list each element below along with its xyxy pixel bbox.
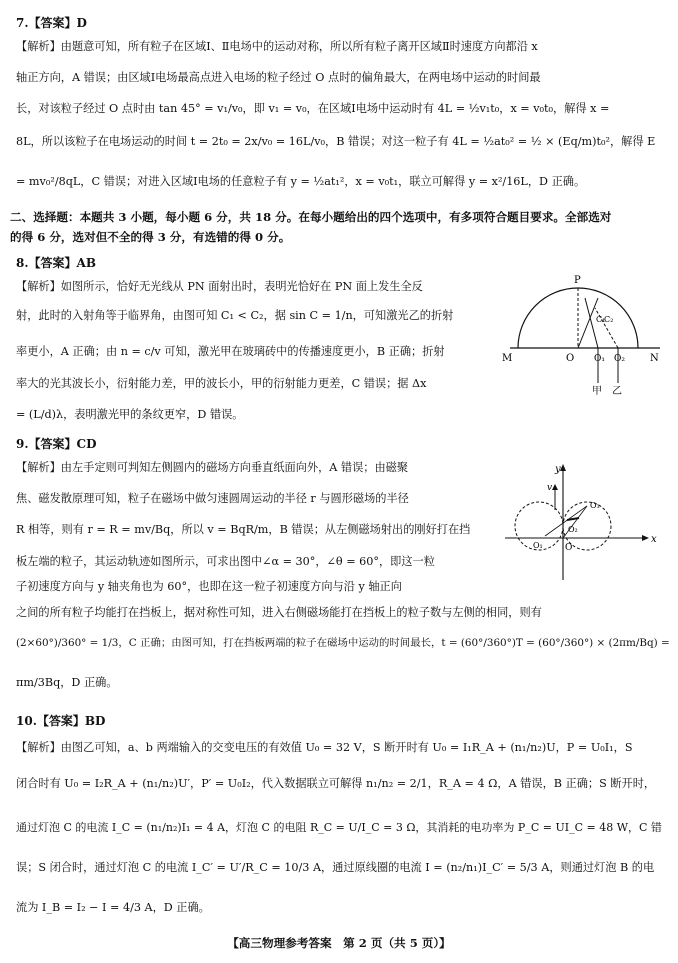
q7-line-2: 轴正方向，A 错误；由区域Ⅰ电场最高点进入电场的粒子经过 O 点时的偏角最大，在两电场中运动的时间最	[16, 71, 541, 84]
q9-line-4: 板左端的粒子，其运动轨迹如图所示，可求出图中∠α = 30°，∠θ = 60°，即这一粒	[16, 555, 435, 568]
label-v: v	[547, 483, 553, 493]
label-yi: 乙	[612, 386, 622, 397]
label-n: N	[650, 353, 659, 364]
q10-line-3: 通过灯泡 C 的电流 I_C = (n₁/n₂)I₁ = 4 A，灯泡 C 的电阻 R_C = U/I_C = 3 Ω，其消耗的电功率为 P_C = UI_C = 48 W，C 错	[16, 821, 662, 834]
q7-line-5: = mv₀²/8qL，C 错误；对进入区域Ⅰ电场的任意粒子有 y = ½at₁²，x = v₀t₁，联立可解得 y = x²/16L，D 正确。	[16, 175, 586, 188]
q9-line-2: 焦、磁发散原理可知，粒子在磁场中做匀速圆周运动的半径 r 与圆形磁场的半径	[16, 492, 409, 505]
label-m: M	[502, 353, 513, 364]
q7-line-4: 8L，所以该粒子在电场运动的时间 t = 2t₀ = 2x/v₀ = 16L/v₀，B 错误；对这一粒子有 4L = ½at₀² = ½ × (Eq/m)t₀²，解得 E	[16, 135, 656, 148]
label-o2: O₂	[568, 525, 578, 534]
q8-line-3: 率更小，A 正确；由 n = c/v 可知，激光甲在玻璃砖中的传播速度更小，B 正确；折射	[16, 345, 445, 358]
label-o: O	[566, 353, 575, 364]
label-jia: 甲	[592, 386, 602, 397]
x-arrow	[642, 535, 649, 541]
q10-line-2: 闭合时有 U₀ = I₂R_A + (n₁/n₂)U′，P′ = U₀I₂，代入数据联立可解得 n₁/n₂ = 2/1，R_A = 4 Ω，A 错误，B 正确；S 断开时，	[16, 777, 656, 790]
q8-line-2: 射，此时的入射角等于临界角，由图可知 C₁ < C₂，据 sin C = 1/n，可知激光乙的折射	[16, 309, 454, 322]
q9-line-3: R 相等，则有 r = R = mv/Bq，所以 v = BqR/m，B 错误；从左侧磁场射出的刚好打在挡	[16, 523, 471, 536]
label-o1: O₁	[533, 541, 543, 550]
page-footer: 【高三物理参考答案 第 2 页（共 5 页）】	[227, 936, 451, 950]
q10-answer-heading: 10.【答案】BD	[16, 714, 106, 728]
q9-line-6: 之间的所有粒子均能打在挡板上，据对称性可知，进入右侧磁场能打在挡板上的粒子数与左侧的相同，则有	[16, 606, 542, 619]
q7-answer-heading: 7.【答案】D	[16, 16, 87, 30]
q8-answer-heading: 8.【答案】AB	[16, 256, 96, 270]
label-x: x	[651, 534, 657, 545]
label-o3: O₃	[590, 501, 600, 510]
label-p: P	[574, 275, 581, 286]
section-2-subtitle: 的得 6 分，选对但不全的得 3 分，有选错的得 0 分。	[10, 230, 291, 244]
label-c2: C₂	[604, 315, 614, 324]
radius-line-1	[545, 506, 587, 536]
section-2-title: 二、选择题：本题共 3 小题，每小题 6 分，共 18 分。在每小题给出的四个选项中，有多项符合题目要求。全部选对	[10, 210, 612, 224]
velocity-arrowhead	[552, 484, 558, 490]
label-o2: O₂	[614, 354, 625, 364]
q9-magnetic-figure	[505, 460, 670, 585]
ray-3	[578, 298, 598, 348]
q9-answer-heading: 9.【答案】CD	[16, 437, 97, 451]
q10-line-4: 误；S 闭合时，通过灯泡 C 的电流 I_C′ = U′/R_C = 10/3 A，通过原线圈的电流 I = (n₂/n₁)I_C′ = 5/3 A，则通过灯泡 B 的电	[16, 861, 655, 874]
label-c1: C₁	[596, 315, 606, 324]
q8-semicircle-figure	[500, 268, 670, 398]
q8-line-5: = (L/d)λ，表明激光甲的条纹更窄，D 错误。	[16, 408, 244, 421]
q8-line-4: 率大的光其波长小，衍射能力差，甲的波长小，甲的衍射能力更差，C 错误；据 Δx	[16, 377, 427, 390]
q9-line-1: 【解析】由左手定则可判知左侧圆内的磁场方向垂直纸面向外，A 错误；由磁聚	[16, 461, 409, 474]
q7-line-1: 【解析】由题意可知，所有粒子在区域Ⅰ、Ⅱ电场中的运动对称，所以所有粒子离开区域Ⅱ时速度方向都沿 x	[16, 40, 538, 53]
label-o1: O₁	[594, 354, 605, 364]
q9-line-7: (2×60°)/360° = 1/3，C 正确；由图可知，打在挡板两端的粒子在磁场中运动的时间最长，t = (60°/360°)T = (60°/360°) × (2πm/Bq) =	[16, 637, 670, 649]
q9-line-8: πm/3Bq，D 正确。	[16, 676, 118, 689]
ray-2	[595, 308, 618, 348]
label-y: y	[555, 464, 561, 475]
q10-line-5: 流为 I_B = I₂ − I = 4/3 A，D 正确。	[16, 901, 210, 914]
q9-line-5: 子初速度方向与 y 轴夹角也为 60°，也即在这一粒子初速度方向与沿 y 轴正向	[16, 580, 402, 593]
y-arrow	[560, 464, 566, 471]
q8-line-1: 【解析】如图所示，恰好无光线从 PN 面射出时，表明光恰好在 PN 面上发生全反	[16, 280, 423, 293]
q10-line-1: 【解析】由图乙可知，a、b 两端输入的交变电压的有效值 U₀ = 32 V，S 断开时有 U₀ = I₁R_A + (n₁/n₂)U，P = U₀I₁，S	[16, 741, 633, 754]
q7-line-3: 长，对该粒子经过 O 点时由 tan 45° = v₁/v₀，即 v₁ = v₀，在区域Ⅰ电场中运动时有 4L = ½v₁t₀，x = v₀t₀，解得 x =	[16, 102, 610, 115]
label-o: O	[565, 543, 573, 553]
